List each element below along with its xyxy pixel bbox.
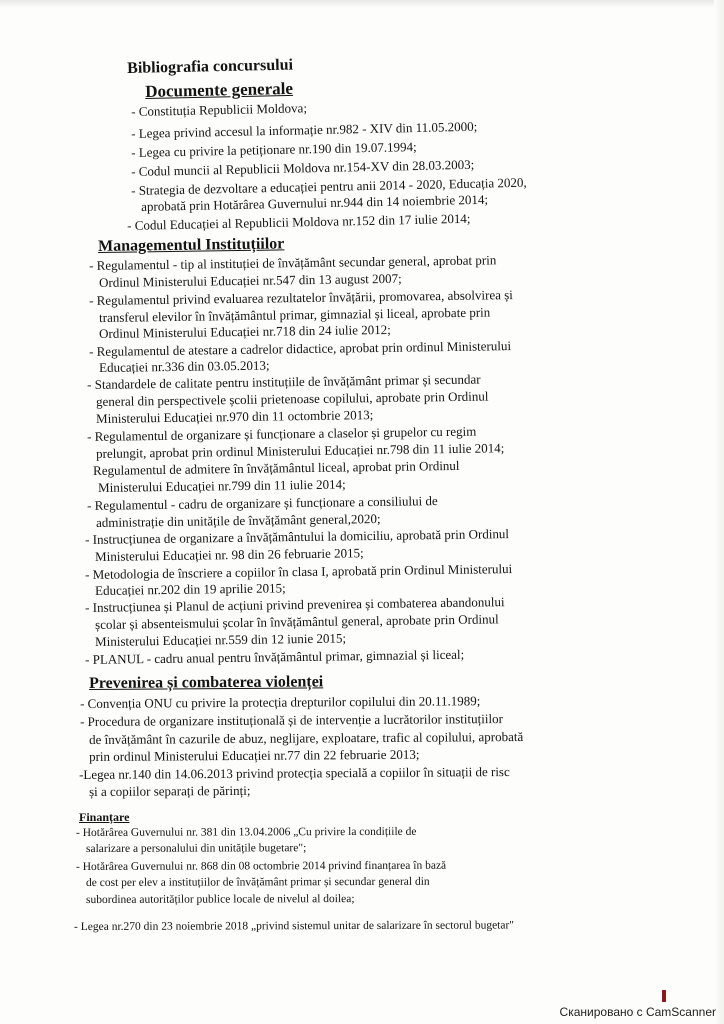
list-item: prelungit, aprobat prin ordinul Ministerului Educației nr.798 din 11 iulie 2014; [96,440,505,461]
list-item: Ministerului Educației nr.970 din 11 octombrie 2013; [96,407,374,426]
list-item: - Regulamentul - cadru de organizare și funcționare a consiliului de [87,493,438,513]
list-item: - Instrucțiunea și Planul de acțiuni privind prevenirea și combaterea abandonului [85,594,505,615]
list-item: - Regulamentul - tip al instituției de învățământ secundar general, aprobat prin [89,252,497,273]
list-item: - Instrucțiunea de organizare a învățământului la domiciliu, aprobată prin Ordinul [85,526,510,547]
list-item: Regulamentul de admitere în învățământul liceal, aprobat prin Ordinul [93,457,460,478]
list-item: - Constituția Republicii Moldova; [131,100,308,119]
list-item: - Convenția ONU cu privire la protecția drepturilor copilului din 20.11.1989; [80,693,481,711]
list-item: transferul elevilor în învățământul primar, gimnazial și liceal, aprobate prin [99,304,491,325]
list-item: subordinea autorităților publice locale de nivelul al doilea; [86,893,355,906]
list-item: - Procedura de organizare instituțională și de intervenție a lucrătorilor instituțiilor [80,711,503,729]
list-item: Ordinul Ministerului Educației nr.718 din 24 iulie 2012; [99,321,391,341]
list-item: Ministerului Educației nr.799 din 11 iulie 2014; [98,476,346,495]
list-item: - Hotărârea Guvernului nr. 868 din 08 octombrie 2014 privind finanțarea în bază [76,859,447,873]
list-item: -Legea nr.140 din 14.06.2013 privind protecția specială a copiilor în situații de risc [79,763,510,782]
list-item: - Regulamentul privind evaluarea rezultatelor învățării, promovarea, absolvirea și [89,287,513,308]
list-item: și a copiilor separați de părinți; [89,782,251,799]
list-item: - Metodologia de înscriere a copiilor în clasa I, aprobată prin Ordinul Ministerului [85,561,513,582]
section-heading: Managementul Instituțiilor [98,235,285,255]
section-heading: Documente generale [145,78,294,101]
list-item: Educației nr.202 din 19 aprilie 2015; [95,580,286,598]
list-item: aprobată prin Hotărârea Guvernului nr.944 din 14 noiembrie 2014; [141,191,489,214]
section-heading: Prevenirea și combaterea violenței [89,673,324,692]
list-item: salarizare a personalului din unitățile bugetare"; [86,842,307,855]
list-item: - Regulamentul de organizare și funcționare a claselor și grupelor cu regim [87,423,477,444]
list-item: - Regulamentul de atestare a cadrelor didactice, aprobat prin ordinul Ministerului [89,338,512,359]
list-item: - PLANUL - cadru anual pentru învățământul primar, gimnazial și liceal; [85,646,465,667]
list-item: Ministerului Educației nr. 98 din 26 februarie 2015; [95,545,364,564]
list-item: general din perspectivele școlii prietenoase copilului, aprobate prin Ordinul [96,388,489,409]
list-item: - Codul muncii al Republicii Moldova nr.154-XV din 28.03.2003; [131,156,475,179]
list-item: - Standardele de calitate pentru instituțiile de învățământ primar și secundar [87,371,481,392]
section-heading: Finanțare [79,810,130,824]
list-item: - Hotărârea Guvernului nr. 381 din 13.04.2006 „Cu privire la condițiile de [76,825,417,839]
list-item: de învățământ în cazurile de abuz, neglijare, exploatare, trafic al copilului, aprobată [89,728,524,747]
camscanner-watermark: Сканировано с CamScanner [559,1005,716,1019]
list-item: Ministerului Educației nr.559 din 12 iunie 2015; [95,630,347,649]
document-title: Bibliografia concursului [127,56,294,77]
list-item: de cost per elev a instituțiilor de învățământ primar și secundar general din [86,875,430,889]
list-item: - Strategia de dezvoltare a educației pentru anii 2014 - 2020, Educația 2020, [131,174,527,198]
list-item: - Legea privind accesul la informație nr.982 - XIV din 11.05.2000; [131,118,478,141]
list-item: Educației nr.336 din 03.05.2013; [99,357,270,375]
list-item: administrație din unitățile de învățământ general,2020; [96,511,381,530]
list-item: - Legea nr.270 din 23 noiembrie 2018 „privind sistemul unitar de salarizare în sectorul bugetar" [74,919,515,933]
list-item: - Legea cu privire la petiționare nr.190 din 19.07.1994; [131,139,417,160]
list-item: - Codul Educației al Republicii Moldova nr.152 din 17 iulie 2014; [127,210,471,233]
list-item: prin ordinul Ministerului Educației nr.77 din 22 februarie 2013; [89,746,420,764]
list-item: școlar și absenteismului școlar în învățământul general, aprobate prin Ordinul [95,611,499,632]
list-item: Ordinul Ministerului Educației nr.547 din 13 august 2007; [99,270,402,290]
